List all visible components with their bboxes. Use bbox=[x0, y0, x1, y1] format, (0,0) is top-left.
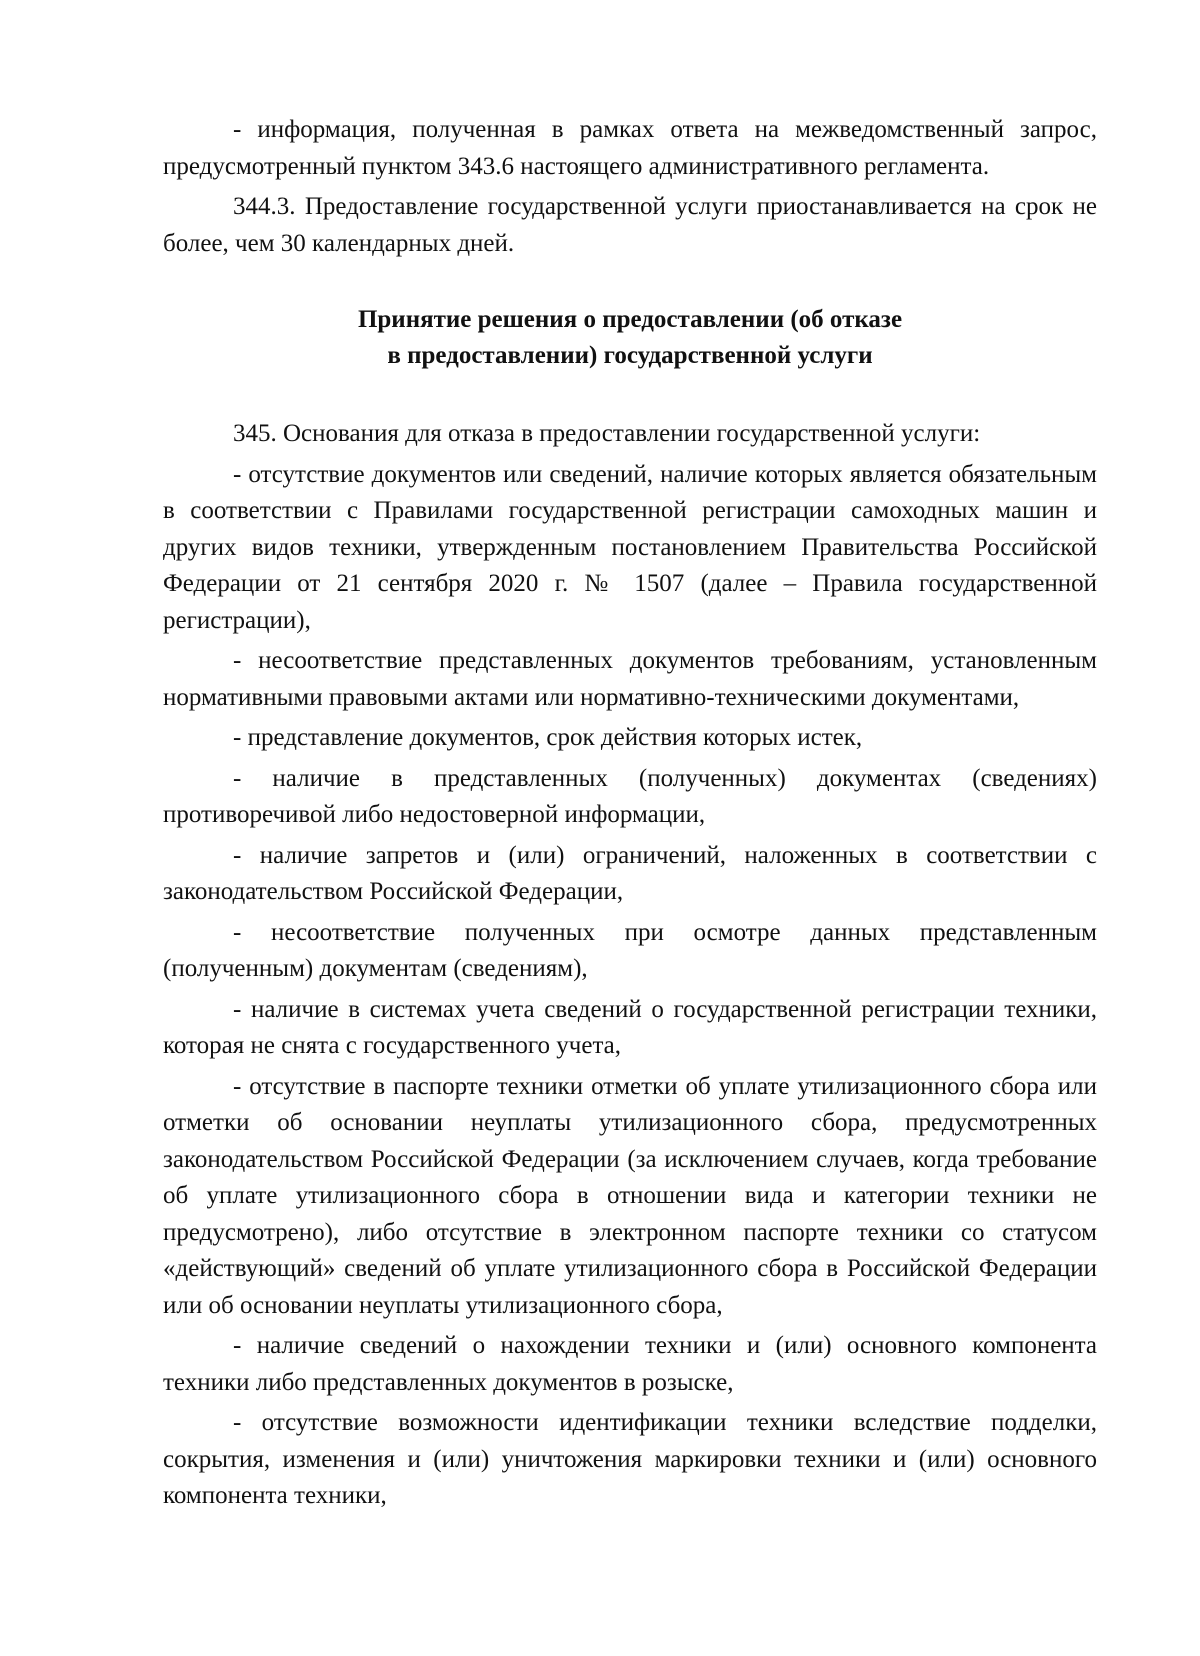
list-item-missing-documents: - отсутствие документов или сведений, наличие которых является обязательным в соответствии с Правилами государственной регистрации самоходных машин и других видов техники, утвержденным постановлением Правительства Российской Федерации от 21 сентября 2020 г. № 1507 (далее – Правила государственной регистрации), bbox=[163, 460, 1097, 634]
paragraph-344-3: 344.3. Предоставление государственной услуги приостанавливается на срок не более, чем 30 календарных дней. bbox=[163, 193, 1097, 257]
section-heading-line-2: в предоставлении) государственной услуги bbox=[387, 342, 873, 369]
section-heading bbox=[163, 302, 1097, 374]
list-item-expired-documents: - представление документов, срок действия которых истек, bbox=[233, 724, 863, 751]
section-heading-line-1: Принятие решения о предоставлении (об отказе bbox=[357, 306, 903, 333]
list-item-recycling-fee: - отсутствие в паспорте техники отметки об уплате утилизационного сбора или отметки об основании неуплаты утилизационного сбора, предусмотренных законодательством Российской Федерации (за исключением случаев, когда требование об уплате утилизационного сбора в отношении вида и категории техники не предусмотрено), либо отсутствие в электронном паспорте техники со статусом «действующий» сведений об уплате утилизационного сбора в Российской Федерации или об основании неуплаты утилизационного сбора, bbox=[163, 1072, 1097, 1319]
list-item-not-deregistered: - наличие в системах учета сведений о государственной регистрации техники, которая не снята с государственного учета, bbox=[163, 995, 1097, 1059]
list-item-restrictions: - наличие запретов и (или) ограничений, наложенных в соответствии с законодательством Российской Федерации, bbox=[163, 841, 1097, 905]
document-page bbox=[163, 112, 1097, 1519]
list-item-contradictory-info: - наличие в представленных (полученных) документах (сведениях) противоречивой либо недостоверной информации, bbox=[163, 764, 1097, 828]
list-item-nonconformity: - несоответствие представленных документов требованиям, установленным нормативными правовыми актами или нормативно-техническими документами, bbox=[163, 647, 1097, 711]
list-item-inspection-mismatch: - несоответствие полученных при осмотре данных представленным (полученным) документам (сведениям), bbox=[163, 918, 1097, 982]
paragraph-345: 345. Основания для отказа в предоставлении государственной услуги: bbox=[233, 420, 981, 447]
paragraph-interagency-info: - информация, полученная в рамках ответа на межведомственный запрос, предусмотренный пунктом 343.6 настоящего административного регламента. bbox=[163, 116, 1097, 180]
list-item-wanted: - наличие сведений о нахождении техники и (или) основного компонента техники либо представленных документов в розыске, bbox=[163, 1332, 1097, 1396]
list-item-identification: - отсутствие возможности идентификации техники вследствие подделки, сокрытия, изменения и (или) уничтожения маркировки техники и (или) основного компонента техники, bbox=[163, 1409, 1097, 1509]
